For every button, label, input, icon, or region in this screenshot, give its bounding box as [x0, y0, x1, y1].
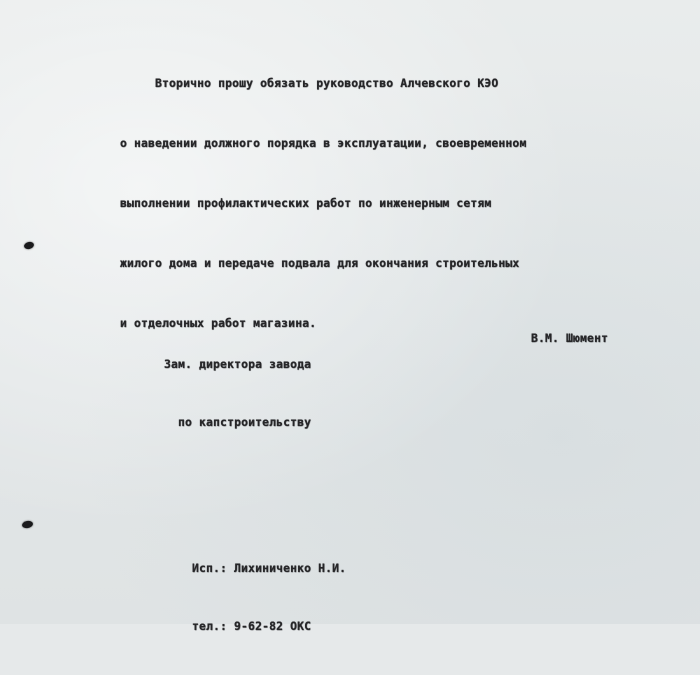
signatory-name: В.М. Шюмент	[531, 331, 609, 345]
punch-hole-mark	[21, 520, 33, 529]
letter-body-line: и отделочных работ магазина.	[120, 316, 317, 330]
executor-info	[192, 519, 346, 675]
letter-body-line: о наведении должного порядка в эксплуатации, своевременном	[120, 136, 527, 150]
letter-body-line: выполнении профилактических работ по инженерным сетям	[120, 196, 492, 210]
signatory-title-line: Зам. директора завода	[164, 357, 312, 371]
letter-body-line: Вторично прошу обязать руководство Алчевского КЭО	[120, 76, 499, 90]
signatory-title-line: по капстроительству	[164, 415, 312, 429]
executor-phone-line: тел.: 9-62-82 ОКС	[192, 619, 312, 633]
punch-hole-mark	[23, 241, 34, 250]
executor-line: Исп.: Лихиниченко Н.И.	[192, 561, 347, 575]
letter-body-line: жилого дома и передаче подвала для окончания строительных	[120, 256, 520, 270]
signatory-title	[164, 315, 311, 471]
